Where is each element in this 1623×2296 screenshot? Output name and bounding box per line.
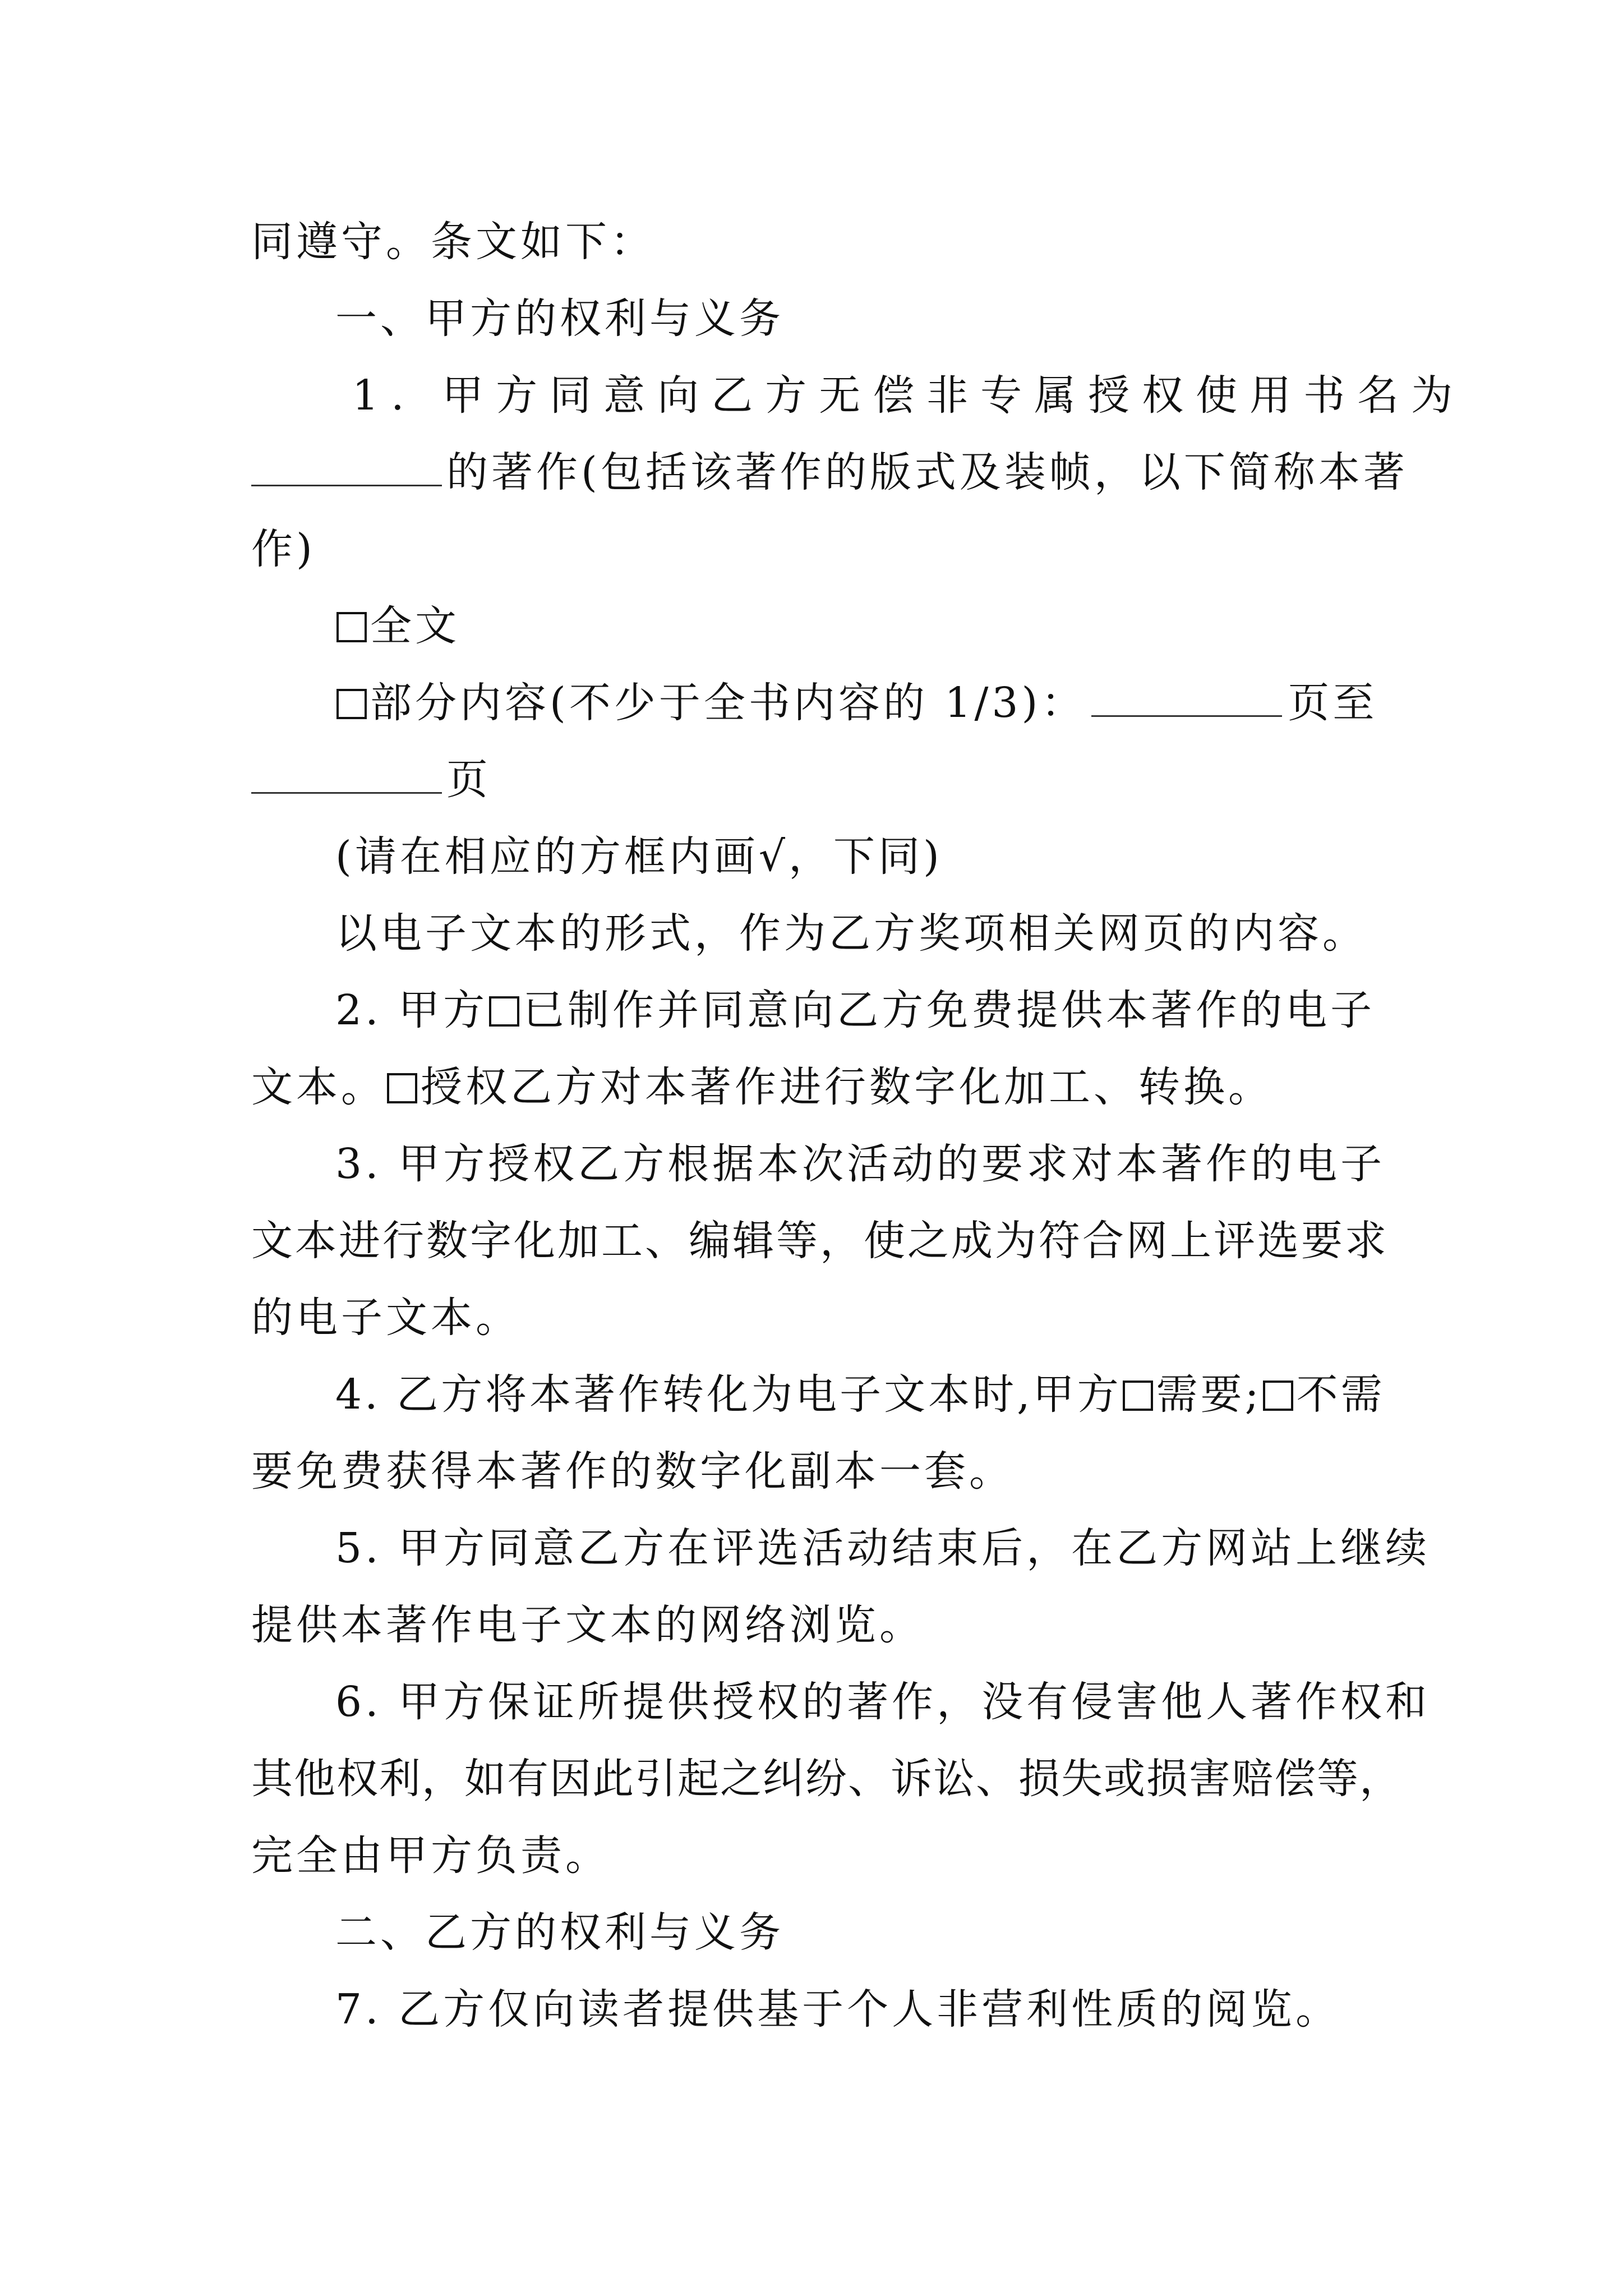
checkbox[interactable] [489,996,519,1027]
text-line [251,753,1390,807]
text-line [251,445,1408,499]
section-heading: 一、甲方的权利与义务 [335,295,784,343]
text-line: 作) [251,525,316,573]
text-line: 1. 甲方同意向乙方无偿非专属授权使用书名为 [352,371,1465,420]
text-line: 提供本著作电子文本的网络浏览。 [251,1601,924,1649]
text-line [335,1368,1390,1421]
checkbox[interactable] [1263,1381,1293,1411]
checkbox[interactable] [1123,1381,1153,1411]
text-line: 完全由甲方负责。 [251,1832,610,1880]
text-line: 3. 甲方授权乙方根据本次活动的要求对本著作的电子 [335,1140,1386,1188]
text-line: 文本进行数字化加工、编辑等，使之成为符合网上评选要求 [251,1217,1389,1265]
text-line: 同遵守。条文如下： [251,218,655,266]
book-title-blank[interactable] [251,445,442,486]
checkbox-option-full [335,599,1390,653]
text-span: 页至 [1288,679,1378,727]
text-span: 2. 甲方 [335,986,488,1034]
text-span: 的著作(包括该著作的版式及装帧，以下简称本著 [446,448,1408,496]
text-span: 已制作并同意向乙方免费提供本著作的电子 [523,986,1376,1034]
text-line [335,983,1390,1037]
text-line: 要免费获得本著作的数字化副本一套。 [251,1447,1014,1496]
text-line: 的电子文本。 [251,1294,520,1342]
text-span: 需要; [1156,1370,1262,1419]
checkbox-note: (请在相应的方框内画√，下同) [335,832,943,881]
text-span: 页 [446,756,491,804]
checkbox[interactable] [387,1073,417,1103]
section-heading: 二、乙方的权利与义务 [335,1908,784,1957]
option-label: 部分内容(不少于全书内容的 1/3)： [370,679,1086,727]
page-from-blank[interactable] [1091,676,1282,717]
text-line: 7. 乙方仅向读者提供基于个人非营利性质的阅览。 [335,1985,1341,2033]
text-line: 其他权利，如有因此引起之纠纷、诉讼、损失或损害赔偿等， [251,1755,1402,1803]
checkbox-option-partial [335,676,1390,730]
option-label: 全文 [370,602,460,650]
page-to-blank[interactable] [251,753,442,794]
checkbox[interactable] [336,612,367,642]
text-line [251,1060,1390,1114]
text-span: 4. 乙方将本著作转化为电子文本时,甲方 [335,1370,1122,1419]
text-line: 5. 甲方同意乙方在评选活动结束后，在乙方网站上继续 [335,1524,1431,1572]
text-line: 6. 甲方保证所提供授权的著作，没有侵害他人著作权和 [335,1678,1431,1726]
text-span: 不需 [1296,1370,1385,1419]
checkbox[interactable] [336,689,367,719]
text-span: 文本。 [251,1063,386,1111]
text-span: 授权乙方对本著作进行数字化加工、转换。 [421,1063,1273,1111]
text-line: 以电子文本的形式，作为乙方奖项相关网页的内容。 [335,909,1367,958]
